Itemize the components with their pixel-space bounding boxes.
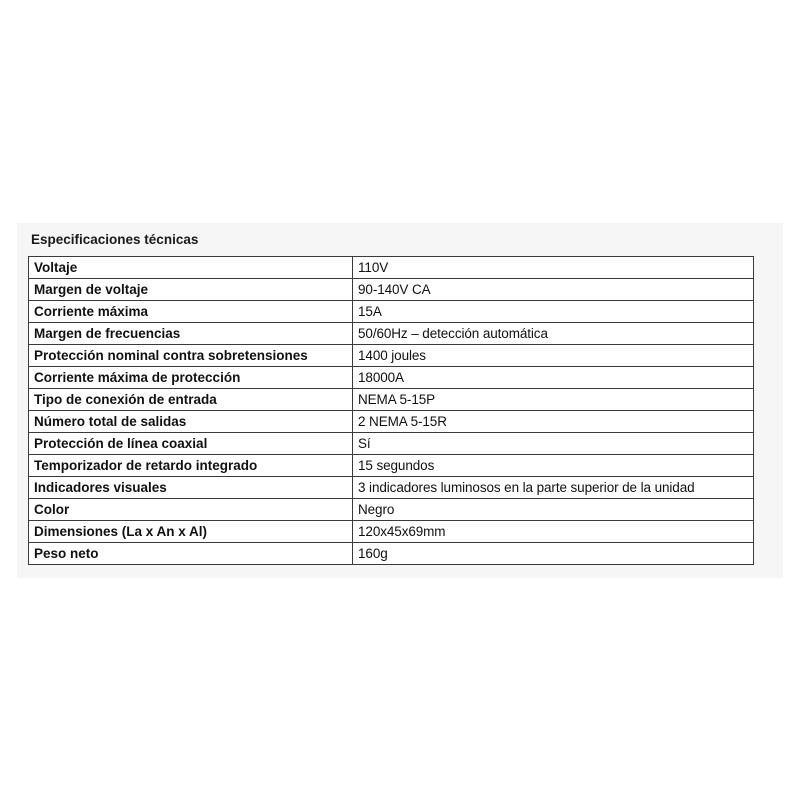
table-row <box>29 389 754 411</box>
row-value: 15A <box>353 301 754 323</box>
row-value: 160g <box>353 543 754 565</box>
table-row <box>29 521 754 543</box>
table-row <box>29 345 754 367</box>
table-row <box>29 499 754 521</box>
specs-title: Especificaciones técnicas <box>31 232 199 247</box>
table-row <box>29 433 754 455</box>
row-value: 3 indicadores luminosos en la parte superior de la unidad <box>353 477 754 499</box>
row-label: Número total de salidas <box>29 411 353 433</box>
specs-table <box>28 256 754 565</box>
row-label: Corriente máxima de protección <box>29 367 353 389</box>
table-row <box>29 301 754 323</box>
table-row <box>29 279 754 301</box>
row-label: Color <box>29 499 353 521</box>
row-label: Voltaje <box>29 257 353 279</box>
row-value: 1400 joules <box>353 345 754 367</box>
row-label: Dimensiones (La x An x Al) <box>29 521 353 543</box>
table-row <box>29 323 754 345</box>
row-value: NEMA 5-15P <box>353 389 754 411</box>
row-value: 90-140V CA <box>353 279 754 301</box>
table-row <box>29 455 754 477</box>
row-value: 50/60Hz – detección automática <box>353 323 754 345</box>
table-row <box>29 411 754 433</box>
row-value: 120x45x69mm <box>353 521 754 543</box>
row-label: Temporizador de retardo integrado <box>29 455 353 477</box>
row-label: Tipo de conexión de entrada <box>29 389 353 411</box>
row-value: 110V <box>353 257 754 279</box>
row-value: Sí <box>353 433 754 455</box>
row-value: 18000A <box>353 367 754 389</box>
row-label: Margen de frecuencias <box>29 323 353 345</box>
row-label: Margen de voltaje <box>29 279 353 301</box>
row-label: Protección nominal contra sobretensiones <box>29 345 353 367</box>
table-row <box>29 257 754 279</box>
row-value: 15 segundos <box>353 455 754 477</box>
row-value: 2 NEMA 5-15R <box>353 411 754 433</box>
row-label: Peso neto <box>29 543 353 565</box>
table-row <box>29 477 754 499</box>
row-label: Protección de línea coaxial <box>29 433 353 455</box>
row-label: Indicadores visuales <box>29 477 353 499</box>
row-value: Negro <box>353 499 754 521</box>
row-label: Corriente máxima <box>29 301 353 323</box>
table-row <box>29 543 754 565</box>
table-row <box>29 367 754 389</box>
